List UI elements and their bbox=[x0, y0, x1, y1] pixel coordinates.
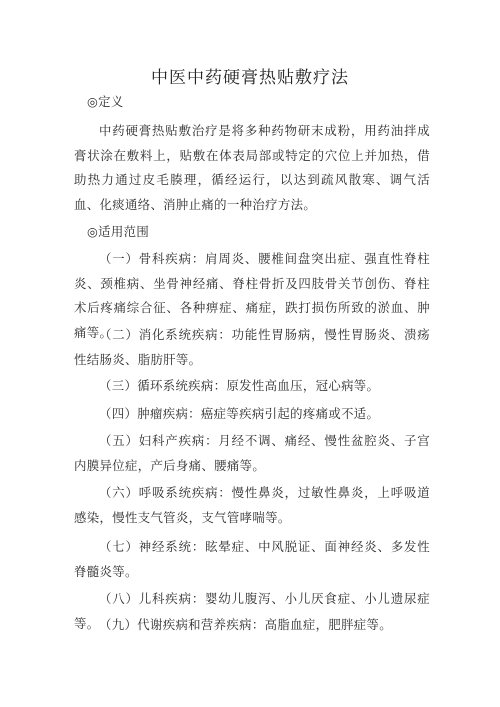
scope-item-neurology: （七）神经系统：眩晕症、中风脱证、面神经炎、多发性脊髓炎等。 bbox=[74, 539, 430, 579]
scope-item-digestive: （二）消化系统疾病：功能性胃肠病，慢性胃肠炎、溃疡性结肠炎、脂肪肝等。 bbox=[74, 327, 430, 367]
scope-item-pediatrics: （八）儿科疾病：婴幼儿腹泻、小儿厌食症、小儿遗尿症等。 bbox=[74, 591, 430, 631]
scope-item-respiratory: （六）呼吸系统疾病：慢性鼻炎，过敏性鼻炎，上呼吸道感染，慢性支气管炎，支气管哮喘等。 bbox=[74, 485, 430, 525]
scope-item-metabolic: （九）代谢疾病和营养疾病：高脂血症，肥胖症等。 bbox=[99, 617, 393, 632]
definition-heading: ◎定义 bbox=[87, 94, 124, 109]
scope-heading: ◎适用范围 bbox=[87, 224, 150, 239]
scope-item-gynecology: （五）妇科产疾病：月经不调、痛经、慢性盆腔炎、子宫内膜异位症，产后身痛、腰痛等。 bbox=[74, 433, 430, 473]
scope-item-tumor: （四）肿瘤疾病：癌症等疾病引起的疼痛或不适。 bbox=[99, 406, 380, 421]
document-title: 中医中药硬膏热贴敷疗法 bbox=[151, 68, 349, 88]
definition-paragraph: 中药硬膏热贴敷治疗是将多种药物研末成粉，用药油拌成膏状涂在敷料上，贴敷在体表局部或特定的穴位上并加热，借助热力通过皮毛腠理，循经运行，以达到疏风散寒、调气活血、化痰通络、消肿止痛的一种治疗方法。 bbox=[74, 123, 430, 212]
scope-item-orthopedics: （一）骨科疾病：肩周炎、腰椎间盘突出症、强直性脊柱炎、颈椎病、坐骨神经痛、脊柱骨折及四肢骨关节创伤、脊柱术后疼痛综合征、各种痹症、痛症，跌打损伤所致的淤血、肿痛等。 bbox=[74, 251, 430, 340]
scope-item-circulatory: （三）循环系统疾病：原发性高血压，冠心病等。 bbox=[99, 378, 380, 393]
